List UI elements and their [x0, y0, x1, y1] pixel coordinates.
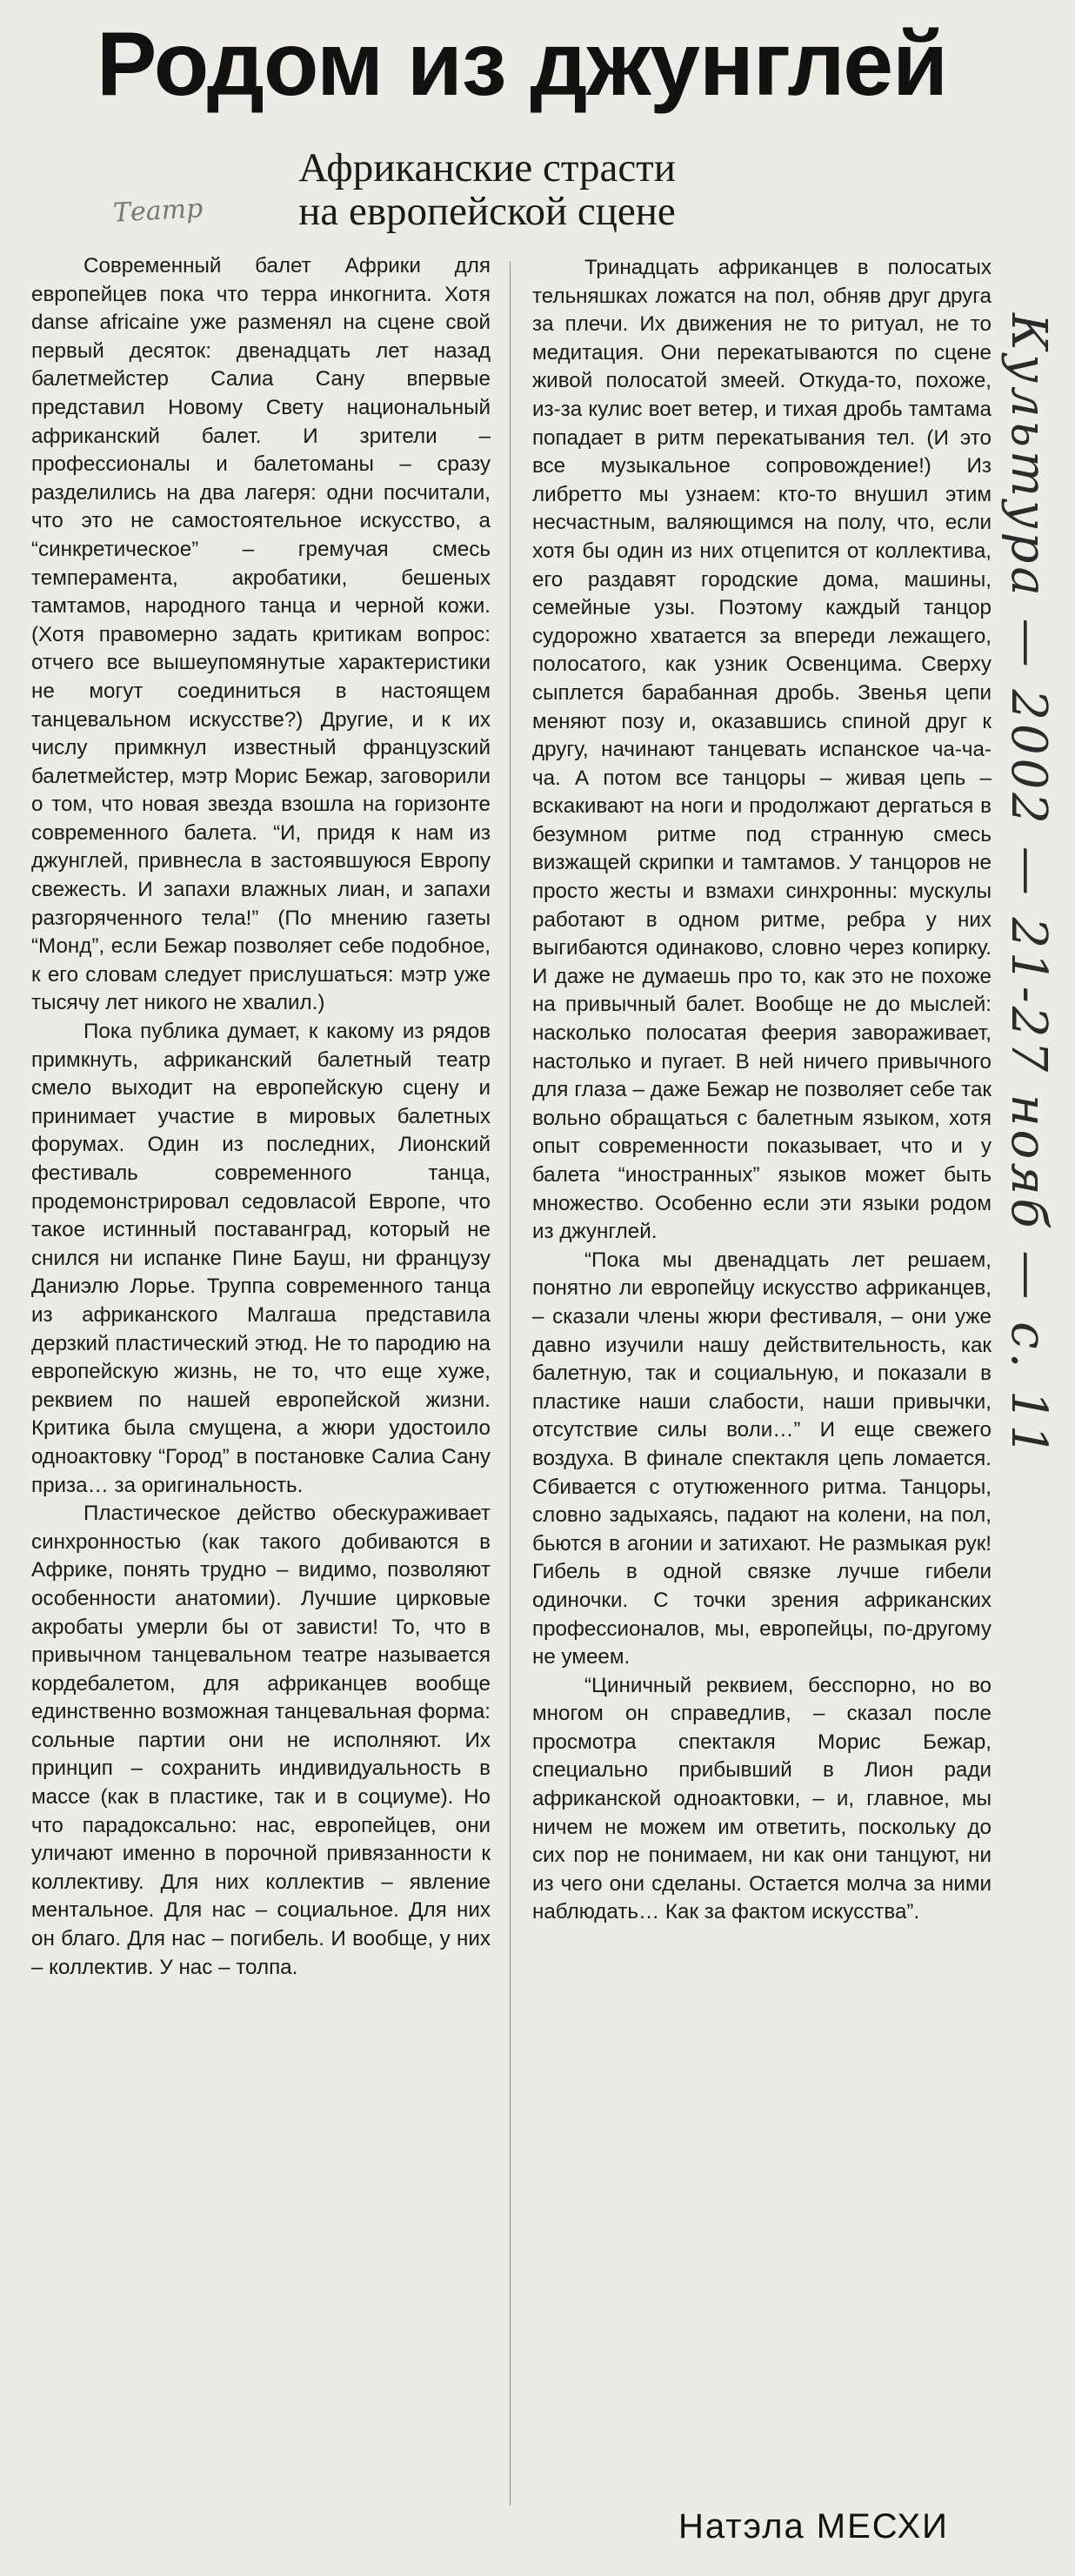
column-divider: [510, 261, 511, 2506]
paragraph: Пока публика думает, к какому из рядов примкнуть, африканский балетный театр смело выходит на европейскую сцену и принимает участие в мировых балетных форумах. Один из последних, Лионский фестиваль современного танца, продемонстрировал седовласой Европе, что такое истинный поставанград, который не снился ни испанке Пине Бауш, ни французу Даниэлю Лорье. Труппа современного танца из африканского Малгаша представила дерзкий пластический этюд. Не то пародию на европейскую жизнь, не то, что еще хуже, реквием по нашей европейской жизни. Критика была смущена, а жюри удостоило одноактовку “Город” в постановке Салиа Сану приза… за оригинальность.: [31, 1020, 491, 1497]
handwritten-section-note: Театр: [112, 193, 204, 229]
article-column-right: [532, 254, 992, 1927]
article-headline: Родом из джунглей: [96, 14, 948, 115]
subheadline-line: Африканские страсти: [298, 145, 676, 191]
author-signature: Натэла МЕСХИ: [678, 2507, 949, 2546]
article-column-left: [31, 252, 491, 1982]
subheadline-line: на европейской сцене: [298, 189, 676, 234]
paragraph: “Пока мы двенадцать лет решаем, понятно ли европейцу искусство африканцев, – сказали члены жюри фестиваля, – они уже давно изучили нашу действительность, как балетную, так и социальную, и показали в пластике наши слабости, наши привычки, отсутствие силы воли…” И еще свежего воздуха. В финале спектакля цепь ломается. Сбивается с отутюженного ритма. Танцоры, словно задыхаясь, падают на колени, на пол, бьются в агонии и затихают. Не размыкая рук! Гибель в одной связке лучше гибели одиночки. С точки зрения африканских профессионалов, мы, европейцы, по-другому не умеем.: [532, 1248, 992, 1669]
paragraph: “Циничный реквием, бесспорно, но во многом он справедлив, – сказал после просмотра спектакля Морис Бежар, специально прибывший в Лион ради африканской одноактовки, – и, главное, мы ничем не можем им ответить, поскольку до сих пор не понимаем, ни как они танцуют, ни из чего они сделаны. Остается молча за ними наблюдать… Как за фактом искусства”.: [532, 1673, 992, 1924]
paragraph: Современный балет Африки для европейцев пока что терра инкогнита. Хотя danse africaine уже разменял на сцене свой первый десяток: двенадцать лет назад балетмейстер Салиа Сану впервые представил Новому Свету национальный африканский балет. И зрители – профессионалы и балетоманы – сразу разделились на два лагеря: одни посчитали, что это не самостоятельное искусство, а “синкретическое” – гремучая смесь темперамента, акробатики, бешеных тамтамов, народного танца и черной кожи. (Хотя правомерно задать критикам вопрос: отчего все вышеупомянутые характеристики не могут соединиться в настоящем танцевальном искусстве?) Другие, и к их числу примкнул известный французский балетмейстер, мэтр Морис Бежар, заговорили о том, что новая звезда взошла на горизонте современного балета. “И, придя к нам из джунглей, привнесла в застоявшуюся Европу свежесть. И запахи влажных лиан, и запахи разгоряченного тела!” (По мнению газеты “Монд”, если Бежар позволяет себе подобное, к его словам следует прислушаться: мэтр уже тысячу лет никого не хвалил.): [31, 254, 491, 1015]
paragraph: Пластическое действо обескураживает синхронностью (как такого добиваются в Африке, понять трудно – видимо, позволяют особенности анатомии). Лучшие цирковые акробаты умерли бы от зависти! То, что в привычном танцевальном театре называется кордебалетом, для африканцев вообще единственно возможная танцевальная форма: сольные партии они не исполняют. Их принцип – сохранить индивидуальность в массе (как в пластике, так и в социуме). Но что парадоксально: нас, европейцев, они уличают именно в порочной привязанности к коллективу. Для них коллектив – явление ментальное. Для нас – социальное. Для них он благо. Для нас – погибель. И вообще, у них – коллектив. У нас – толпа.: [31, 1502, 491, 1979]
paragraph: Тринадцать африканцев в полосатых тельняшках ложатся на пол, обняв друг друга за плечи. Их движения не то ритуал, не то медитация. Они перекатываются по сцене живой полосатой змеей. Откуда-то, похоже, из-за кулис воет ветер, и тихая дробь тамтама попадает в ритм перекатывания тел. (И это все музыкальное сопровождение!) Из либретто мы узнаем: кто-то внушил этим несчастным, валяющимся на полу, что, если хотя бы один из них отцепится от коллектива, его раздавят городские дома, машины, семейные узы. Поэтому каждый танцор судорожно хватается за впереди лежащего, полосатого, как узник Освенцима. Сверху сыплется барабанная дробь. Звенья цепи меняют позу и, оказавшись спиной друг к другу, начинают танцевать испанское ча-ча-ча. А потом все танцоры – живая цепь – вскакивают на ноги и продолжают дергаться в безумном ритме под странную смесь визжащей скрипки и тамтамов. У танцоров не просто жесты и взмахи синхронны: мускулы работают в одном ритме, ребра у них выгибаются одинаково, словно через копирку. И даже не думаешь про то, как это не похоже на привычный балет. Вообще не до мыслей: насколько полосатая феерия завораживает, настолько и пугает. В ней ничего привычного для глаза – даже Бежар не позволяет себе так вольно обращаться с балетным языком, хотя опыт современности показывает, что и у балета “иностранных” языков может быть множество. Особенно если эти языки родом из джунглей.: [532, 256, 992, 1244]
article-subheadline: [217, 146, 757, 233]
handwritten-margin-note: Культура — 2002 — 21-27 нояб — с. 11: [1000, 313, 1057, 1460]
